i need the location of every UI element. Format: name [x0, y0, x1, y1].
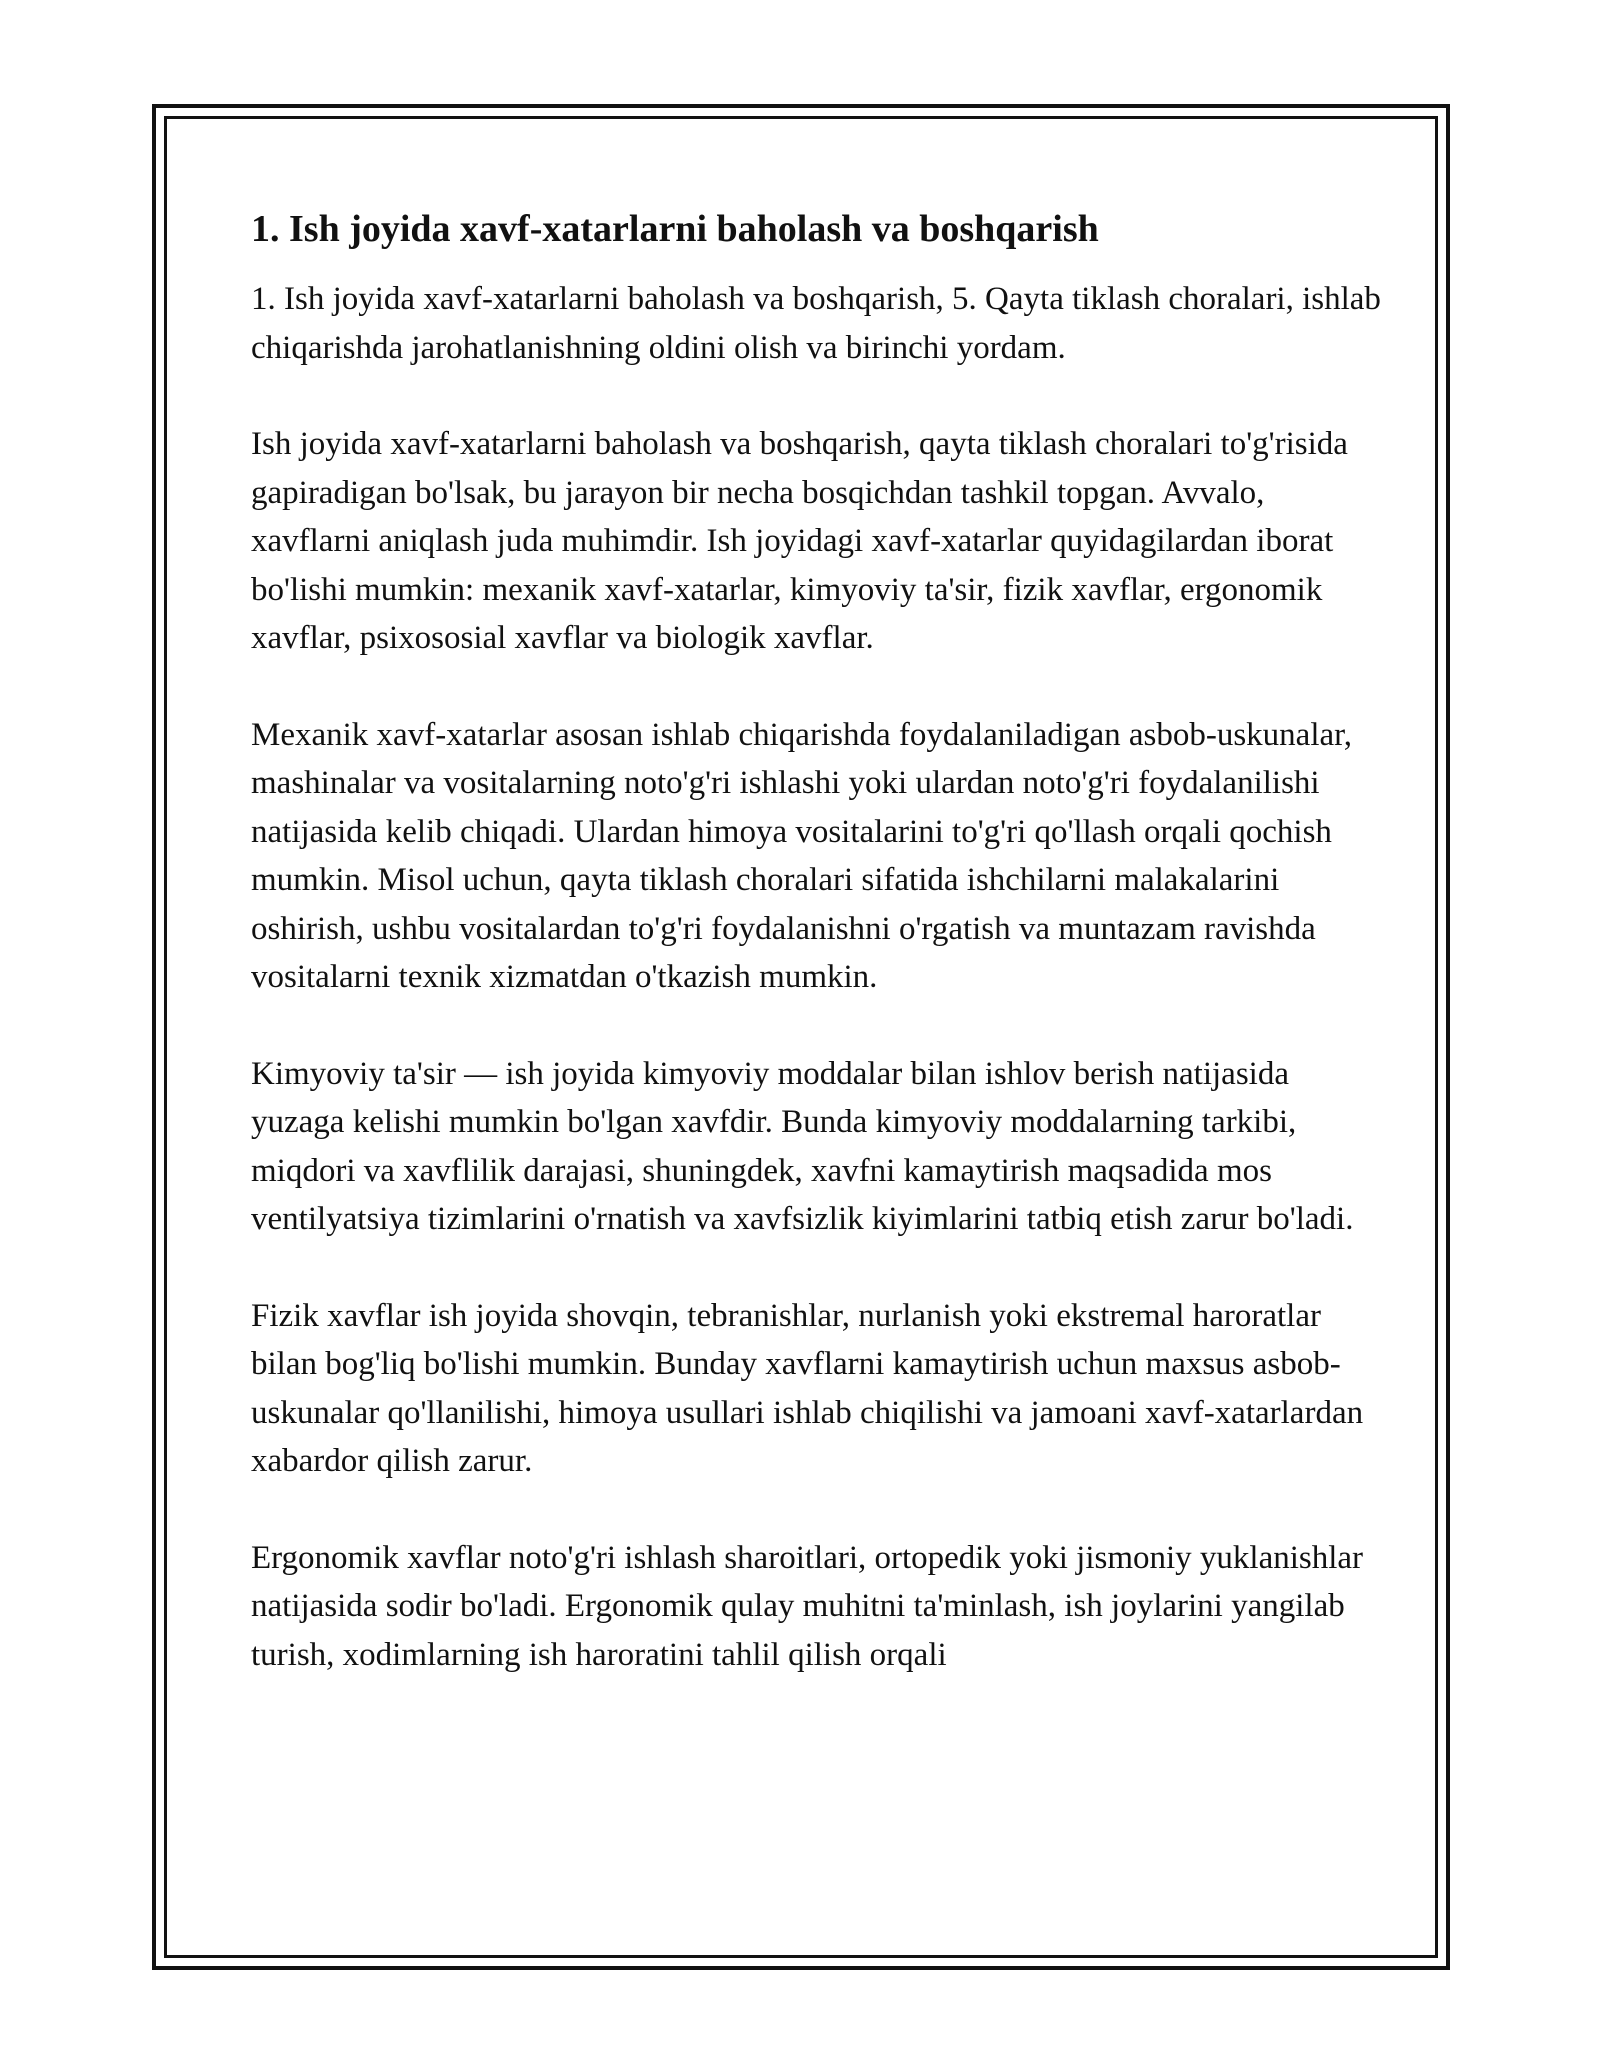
- document-title: 1. Ish joyida xavf-xatarlarni baholash va boshqarish: [251, 208, 1099, 250]
- page-border-outer: [152, 104, 1450, 1970]
- paragraph-physical-hazards: Fizik xavflar ish joyida shovqin, tebranishlar, nurlanish yoki ekstremal haroratlar bilan bog'liq bo'lishi mumkin. Bunday xavflarni kamaytirish uchun maxsus asbob-uskunalar qo'llanilishi, himoya usullari ishlab chiqilishi va jamoani xavf-xatarlardan xabardor qilish zarur.: [251, 1297, 1364, 1479]
- paragraph-intro: 1. Ish joyida xavf-xatarlarni baholash va boshqarish, 5. Qayta tiklash choralari, ishlab chiqarishda jarohatlanishning oldini olish va birinchi yordam.: [251, 281, 1381, 366]
- paragraph-chemical-hazards: Kimyoviy ta'sir — ish joyida kimyoviy moddalar bilan ishlov berish natijasida yuzaga kelishi mumkin bo'lgan xavfdir. Bunda kimyoviy moddalarning tarkibi, miqdori va xavflilik darajasi, shuningdek, xavfni kamaytirish maqsadida mos ventilyatsiya tizimlarini o'rnatish va xavfsizlik kiyimlarini tatbiq etish zarur bo'ladi.: [251, 1055, 1354, 1237]
- paragraph-ergonomic-hazards: Ergonomik xavflar noto'g'ri ishlash sharoitlari, ortopedik yoki jismoniy yuklanishlar natijasida sodir bo'ladi. Ergonomik qulay muhitni ta'minlash, ish joylarini yangilab turish, xodimlarning ish haroratini tahlil qilish orqali: [251, 1539, 1364, 1673]
- page-border-inner: [164, 116, 1438, 1958]
- paragraph-mechanical-hazards: Mexanik xavf-xatarlar asosan ishlab chiqarishda foydalaniladigan asbob-uskunalar, mashinalar va vositalarning noto'g'ri ishlashi yoki ulardan noto'g'ri foydalanilishi natijasida kelib chiqadi. Ulardan himoya vositalarini to'g'ri qo'llash orqali qochish mumkin. Misol uchun, qayta tiklash choralari sifatida ishchilarni malakalarini oshirish, ushbu vositalardan to'g'ri foydalanishni o'rgatish va muntazam ravishda vositalarni texnik xizmatdan o'tkazish mumkin.: [251, 716, 1353, 995]
- paragraph-hazard-types: Ish joyida xavf-xatarlarni baholash va boshqarish, qayta tiklash choralari to'g'risida gapiradigan bo'lsak, bu jarayon bir necha bosqichdan tashkil topgan. Avvalo, xavflarni aniqlash juda muhimdir. Ish joyidagi xavf-xatarlar quyidagilardan iborat bo'lishi mumkin: mexanik xavf-xatarlar, kimyoviy ta'sir, fizik xavflar, ergonomik xavflar, psixososial xavflar va biologik xavflar.: [251, 426, 1348, 656]
- document-body: [251, 205, 1381, 1727]
